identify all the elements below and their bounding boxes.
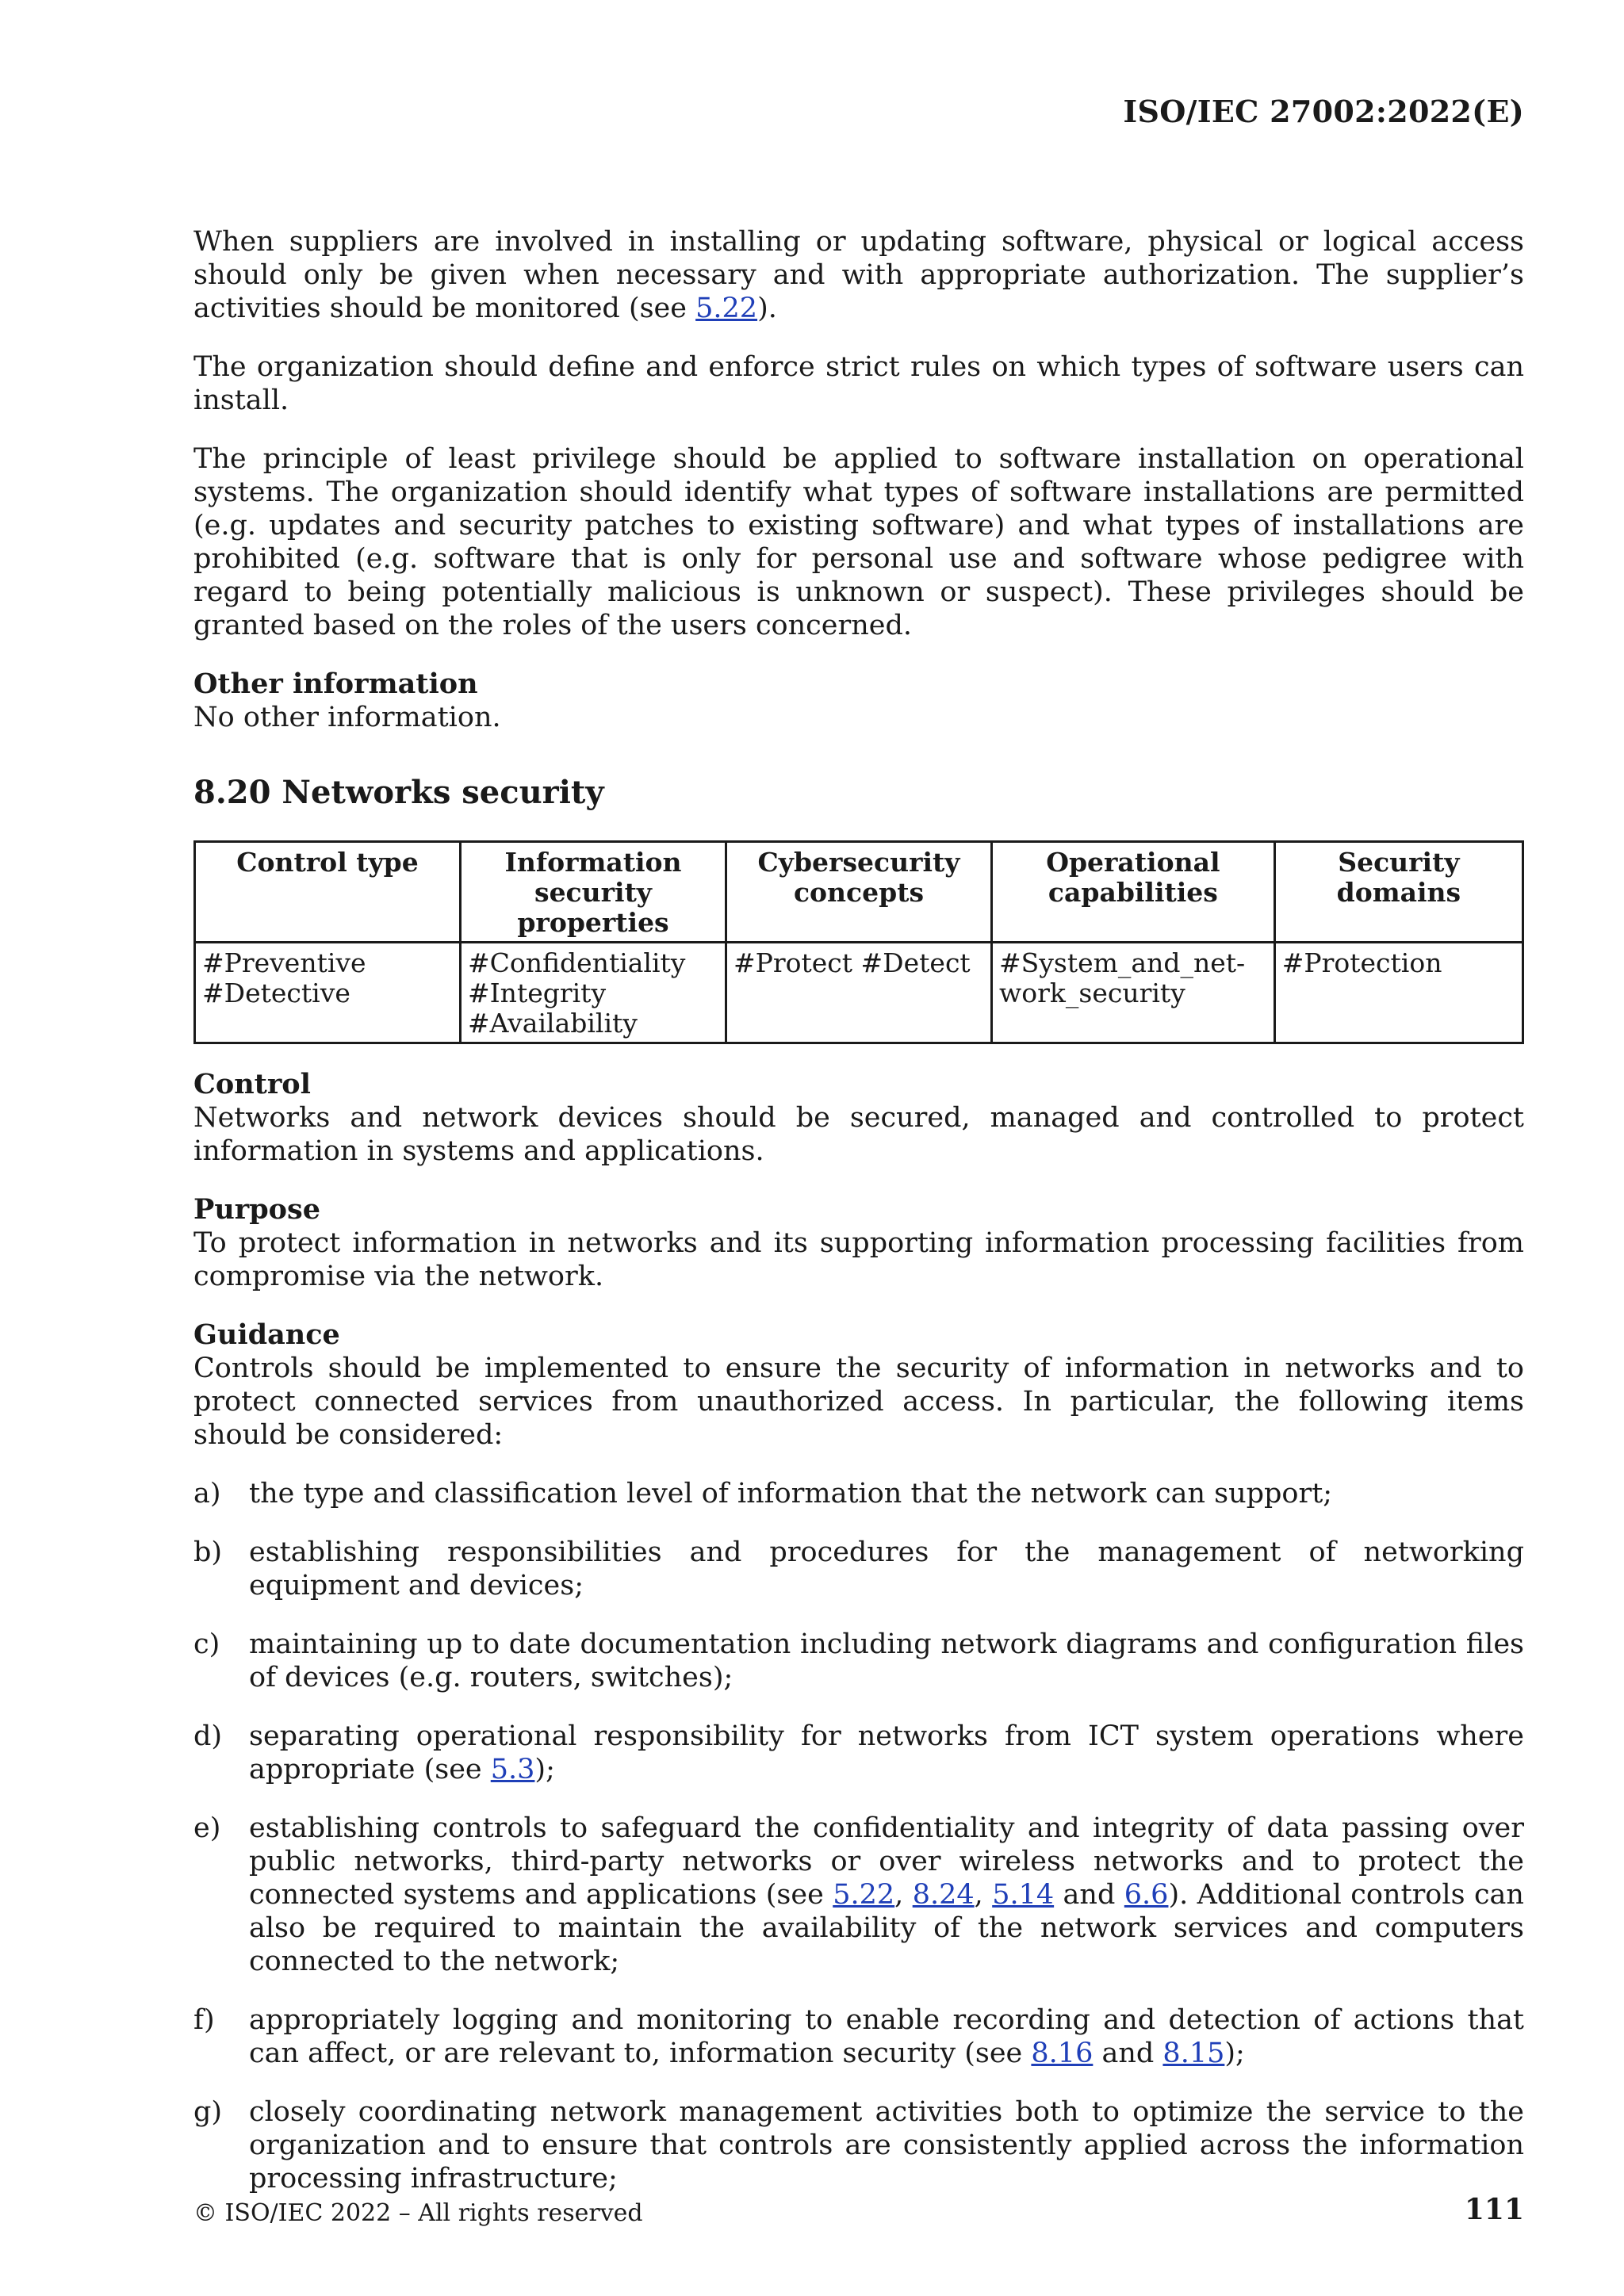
list-text-part: ); <box>534 1754 555 1785</box>
ref-link-5-3[interactable]: 5.3 <box>490 1754 535 1785</box>
list-text-part: appropriately logging and monitoring to enable recording and detection of actions that can affect, or are relevant to, information security (see <box>249 2004 1524 2069</box>
list-marker: f) <box>193 2004 215 2036</box>
cell-line: #Protection <box>1281 947 1442 978</box>
section-title-text: Networks security <box>282 774 604 811</box>
page-content <box>193 225 1524 2221</box>
ref-link-5-22[interactable]: 5.22 <box>695 293 758 324</box>
table-header-row <box>195 842 1523 943</box>
list-text: the type and classification level of information that the network can support; <box>249 1478 1333 1510</box>
other-information-text: No other information. <box>193 702 501 733</box>
list-marker: b) <box>193 1536 223 1568</box>
ref-link-6-6[interactable]: 6.6 <box>1124 1879 1169 1911</box>
list-text: establishing responsibilities and procedures for the management of networking equipment and devices; <box>249 1536 1524 1601</box>
list-item-g <box>193 2095 1524 2195</box>
list-text: closely coordinating network management activities both to optimize the service to the organization and to ensure that controls are consistently applied across the information processing infrastructure; <box>249 2096 1524 2195</box>
list-text-part: ). Additional controls can also be required to maintain the availability of the network services and computers connected to the network; <box>249 1879 1524 1977</box>
ref-link-5-22[interactable]: 5.22 <box>833 1879 895 1911</box>
section-number: 8.20 <box>193 774 271 811</box>
control-text: Networks and network devices should be secured, managed and controlled to protect information in systems and applications. <box>193 1102 1524 1167</box>
document-id-header: ISO/IEC 27002:2022(E) <box>1123 94 1524 129</box>
intro-paragraph-3: The principle of least privilege should be applied to software installation on operational systems. The organization should identify what types of software installations are permitted (e.g. updates and security patches to existing software) and what types of installations are prohibited (e.g. software that is only for personal use and software whose pedigree with regard to being potentially malicious is unknown or suspect). These privileges should be granted based on the roles of the users concerned. <box>193 443 1524 641</box>
other-information-heading: Other information <box>193 668 478 700</box>
list-item-b <box>193 1536 1524 1602</box>
cell-line: work_security <box>999 978 1185 1008</box>
page-number: 111 <box>1464 2193 1524 2226</box>
list-item-a <box>193 1477 1524 1510</box>
attributes-table <box>193 840 1524 1044</box>
ref-link-8-24[interactable]: 8.24 <box>912 1879 975 1911</box>
list-marker: c) <box>193 1628 220 1660</box>
cell-control-type <box>195 943 461 1043</box>
cell-line: #Protect #Detect <box>733 947 971 978</box>
cell-line: #Detective <box>202 978 350 1008</box>
purpose-text: To protect information in networks and its supporting information processing facilities from compromise via the network. <box>193 1227 1524 1292</box>
cell-line: #Availability <box>468 1008 638 1039</box>
list-item-c <box>193 1628 1524 1694</box>
ref-link-5-14[interactable]: 5.14 <box>992 1879 1055 1911</box>
header-security-domains: Security domains <box>1274 842 1522 943</box>
copyright-footer: © ISO/IEC 2022 – All rights reserved <box>193 2199 643 2227</box>
intro-paragraph-2: The organization should define and enforce strict rules on which types of software users can install. <box>193 351 1524 416</box>
ref-link-8-15[interactable]: 8.15 <box>1162 2038 1225 2069</box>
list-item-f <box>193 2003 1524 2070</box>
cell-line: #Preventive <box>202 947 366 978</box>
cell-operational-capabilities <box>992 943 1275 1043</box>
list-text-part: and <box>1093 2038 1163 2069</box>
list-text-part: establishing controls to safeguard the confidentiality and integrity of data passing over public networks, third-party networks or over wireless networks and to protect the connected systems and applications (see <box>249 1812 1524 1911</box>
list-marker: d) <box>193 1720 223 1752</box>
list-text: maintaining up to date documentation including network diagrams and configuration files of devices (e.g. routers, switches); <box>249 1628 1524 1693</box>
control-heading: Control <box>193 1068 311 1100</box>
table-row <box>195 943 1523 1043</box>
cell-cybersecurity-concepts <box>726 943 992 1043</box>
list-marker: g) <box>193 2096 223 2128</box>
intro-p1-tail: ). <box>757 293 777 324</box>
list-text-part: , <box>894 1879 913 1911</box>
list-marker: e) <box>193 1812 221 1844</box>
cell-line: #Confidentiality <box>468 947 686 978</box>
cell-security-domains <box>1274 943 1522 1043</box>
header-cybersecurity-concepts: Cybersecurity concepts <box>726 842 992 943</box>
purpose-heading: Purpose <box>193 1193 320 1226</box>
list-item-d <box>193 1720 1524 1786</box>
intro-p1-text: When suppliers are involved in installing or updating software, physical or logical access should only be given when necessary and with appropriate authorization. The supplier’s activities should be monitored (see <box>193 226 1524 324</box>
guidance-heading: Guidance <box>193 1318 340 1351</box>
ref-link-8-16[interactable]: 8.16 <box>1031 2038 1094 2069</box>
header-control-type: Control type <box>195 842 461 943</box>
list-text-part: ); <box>1224 2038 1245 2069</box>
list-text-part: separating operational responsibility for networks from ICT system operations where appropriate (see <box>249 1720 1524 1785</box>
list-text <box>249 2003 1524 2070</box>
header-operational-capabilities: Operational capabilities <box>992 842 1275 943</box>
cell-line: #Integrity <box>468 978 607 1008</box>
list-text-part: , <box>974 1879 993 1911</box>
header-information-security-properties: Information security properties <box>461 842 726 943</box>
section-title <box>193 774 1524 812</box>
cell-information-security-properties <box>461 943 726 1043</box>
list-text <box>249 1812 1524 1978</box>
list-item-e <box>193 1812 1524 1978</box>
guidance-intro: Controls should be implemented to ensure the security of information in networks and to protect connected services from unauthorized access. In particular, the following items should be considered: <box>193 1353 1524 1451</box>
cell-line: #System_and_net- <box>999 947 1246 978</box>
intro-paragraph-1 <box>193 225 1524 325</box>
list-text-part: and <box>1054 1879 1124 1911</box>
list-text <box>249 1720 1524 1786</box>
list-marker: a) <box>193 1478 221 1510</box>
